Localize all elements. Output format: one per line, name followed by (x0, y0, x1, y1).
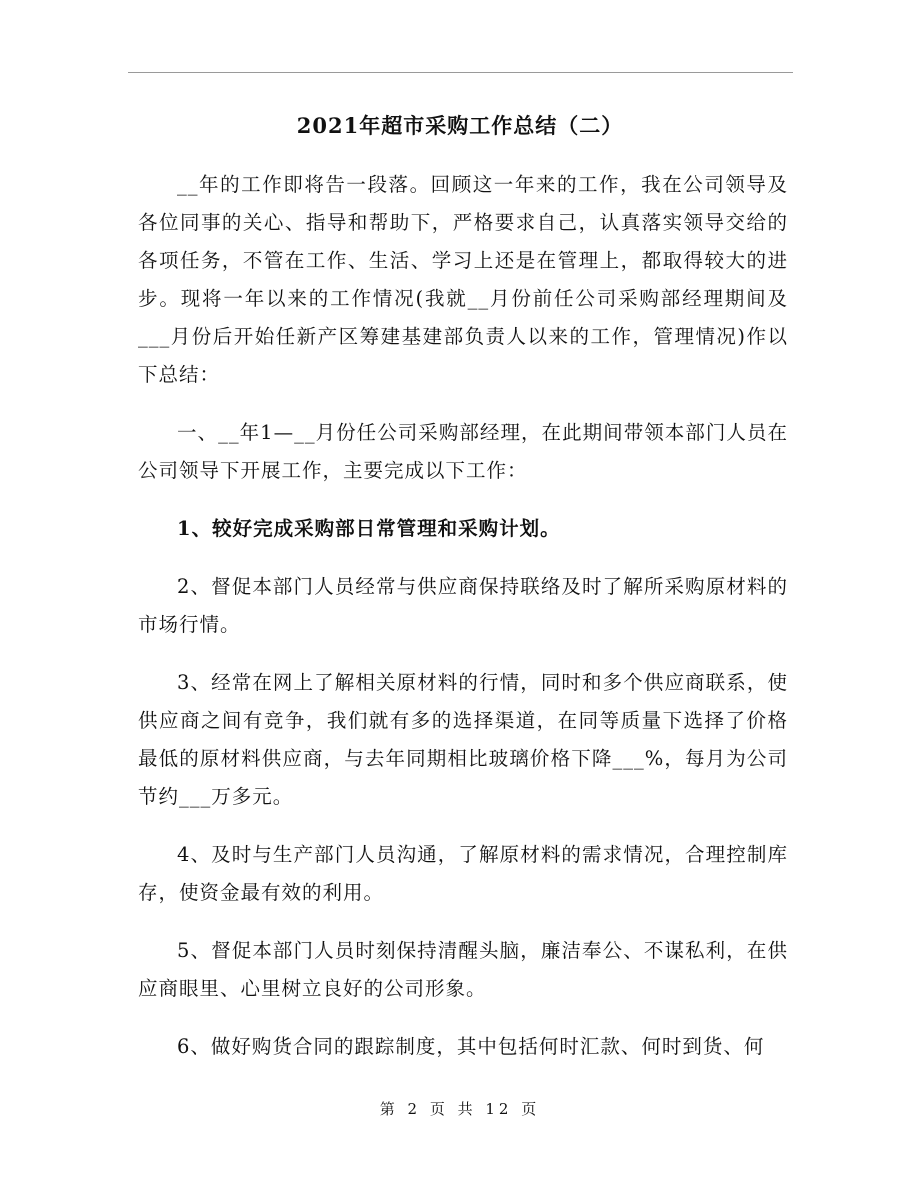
paragraph-item-4: 4、及时与生产部门人员沟通，了解原材料的需求情况，合理控制库存，使资金最有效的利用。 (138, 843, 788, 904)
paragraph-item-5: 5、督促本部门人员时刻保持清醒头脑，廉洁奉公、不谋私利，在供应商眼里、心里树立良好的公司形象。 (138, 939, 788, 1000)
paragraph-item-1: 1、较好完成采购部日常管理和采购计划。 (177, 517, 561, 540)
paragraph-item-6: 6、做好购货合同的跟踪制度，其中包括何时汇款、何时到货、何 (177, 1035, 765, 1058)
paragraph-intro: __年的工作即将告一段落。回顾这一年来的工作，我在公司领导及各位同事的关心、指导和帮助下，严格要求自己，认真落实领导交给的各项任务，不管在工作、生活、学习上还是在管理上，都取得较大的进步。现将一年以来的工作情况(我就__月份前任公司采购部经理期间及___月份后开始任新产区筹建基建部负责人以来的工作，管理情况)作以下总结： (138, 173, 788, 386)
paragraph-section-one: 一、__年1—__月份任公司采购部经理，在此期间带领本部门人员在公司领导下开展工作，主要完成以下工作： (138, 421, 788, 482)
paragraph-item-3: 3、经常在网上了解相关原材料的行情，同时和多个供应商联系，使供应商之间有竞争，我们就有多的选择渠道，在同等质量下选择了价格最低的原材料供应商，与去年同期相比玻璃价格下降___%，每月为公司节约___万多元。 (138, 671, 788, 808)
document-title: 2021年超市采购工作总结（二） (296, 113, 624, 138)
page-number: 第 2 页 共 12 页 (379, 1100, 541, 1118)
header-rule (128, 72, 793, 73)
document-body (138, 166, 788, 1086)
paragraph-item-2: 2、督促本部门人员经常与供应商保持联络及时了解所采购原材料的市场行情。 (138, 575, 788, 636)
